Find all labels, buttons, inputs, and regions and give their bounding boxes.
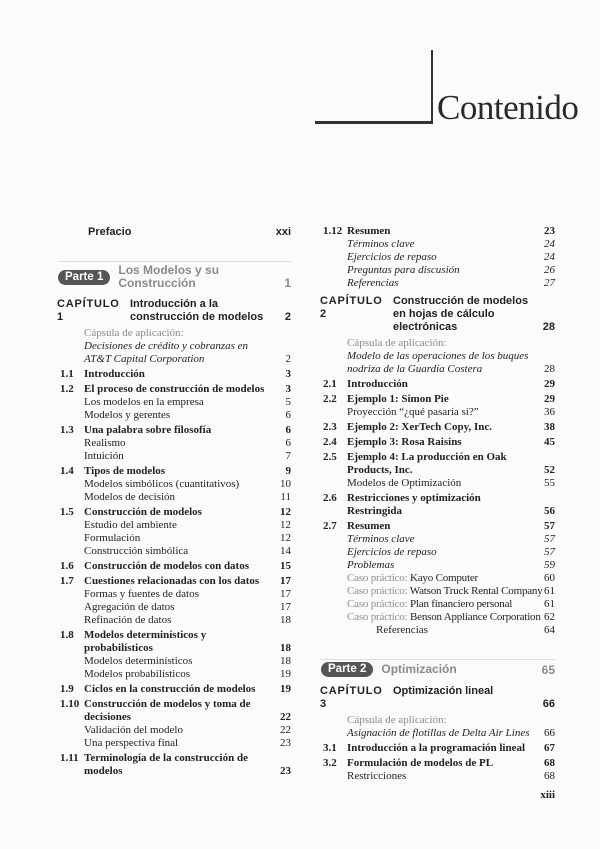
part-title: Optimización [381,662,457,676]
entry-title: Referencias [376,624,428,636]
section-number: 1.7 [60,575,74,587]
section-number: 2.4 [323,436,337,448]
toc-entry-chap[interactable] [57,298,291,324]
page-number: 7 [285,450,291,462]
entry-title: Ejemplo 2: XerTech Copy, Inc. [347,421,493,433]
entry-title: Construcción de modelos y toma de decisiones [84,698,251,723]
page-number: 12 [280,519,291,531]
page-number: 57 [544,546,555,558]
entry-title: Introducción [84,368,145,380]
toc-entry-it[interactable] [323,559,555,572]
toc-entry-sec[interactable] [323,451,555,477]
entry-title: Ejercicios de repaso [347,546,437,558]
entry-title: Construcción de modelos con datos [84,560,250,572]
entry-title: Proyección “¿qué pasaría si?” [347,406,479,418]
case-study-text [323,572,530,585]
page-number: 6 [285,424,291,436]
page-number: 19 [280,668,291,680]
toc-entry-sec[interactable] [60,683,291,696]
entry-title: Restricciones y optimización Restringida [347,492,481,517]
toc-entry-sub[interactable] [323,406,555,419]
entry-title: Intuición [84,450,124,462]
case-study-title: Watson Truck Rental Company [409,585,543,597]
page-number: 57 [544,520,555,532]
page-number: 24 [544,251,555,263]
page-number: 18 [280,642,291,654]
page-number: 22 [280,724,291,736]
section-number: 1.4 [60,465,74,477]
section-number: 2.1 [323,378,337,390]
capsule-label: Cápsula de aplicación: [347,714,447,726]
section-number: 1.8 [60,629,74,641]
toc-entry-sec[interactable] [323,757,555,770]
page-number: 23 [280,737,291,749]
toc-entry-it[interactable] [323,277,555,290]
toc-entry-caso[interactable] [323,585,555,598]
toc-entry-sec[interactable] [323,520,555,533]
toc-entry-sec[interactable] [60,383,291,396]
capsule-text [323,337,530,376]
entry-title: Ejercicios de repaso [347,251,437,263]
section-number: 1.11 [60,752,79,764]
toc-entry-sec[interactable] [323,378,555,391]
page-number: 3 [285,368,291,380]
capsule-title: Asignación de flotillas de Delta Air Lines [347,727,530,739]
capsule-title: Decisiones de crédito y cobranzas en AT&T Capital Corporation [84,340,249,365]
toc-entry-sec[interactable] [323,225,555,238]
capsule-text [323,714,530,740]
page-number: 68 [544,770,555,782]
section-number: 1.9 [60,683,74,695]
page-title: Contenido [437,88,579,127]
folio-page-number: xiii [540,789,555,801]
entry-title: Una perspectiva final [84,737,179,749]
toc-entry-sec[interactable] [60,560,291,573]
toc-entry-sub[interactable] [60,724,291,737]
page-number: 27 [544,277,555,289]
toc-entry-it[interactable] [323,546,555,559]
toc-entry-it[interactable] [323,238,555,251]
entry-title: Ejemplo 3: Rosa Raisins [347,436,462,448]
entry-title: Formulación de modelos de PL [347,757,494,769]
page-number: 55 [544,477,555,489]
section-number: 1.2 [60,383,74,395]
toc-entry-sub[interactable] [60,737,291,750]
toc-entry-chap[interactable] [320,295,555,334]
toc-entry-sub[interactable] [60,491,291,504]
entry-title: Los modelos en la empresa [84,396,204,408]
chapter-title: Introducción a la construcción de modelos [130,298,264,323]
entry-title: Agregación de datos [84,601,175,613]
page-number: 2 [284,311,291,323]
section-number: 2.3 [323,421,337,433]
page-number: 52 [544,464,555,476]
page-number: 23 [280,765,291,777]
page-number: 65 [541,663,555,677]
section-number: 1.5 [60,506,74,518]
header-rule-vertical [431,50,433,124]
toc-entry-sec[interactable] [60,629,291,655]
case-study-label: Caso práctico: [347,598,408,610]
entry-title: Ciclos en la construcción de modelos [84,683,256,695]
page-number: 36 [544,406,555,418]
page-number: 10 [280,478,291,490]
chapter-label: CAPÍTULO 1 [57,298,120,323]
toc-entry-sec[interactable] [60,465,291,478]
chapter-title: Construcción de modelos en hojas de cálculo electrónicas [393,295,529,333]
page-number: 6 [285,409,291,421]
toc-left-column [57,226,291,778]
toc-entry-sub[interactable] [60,601,291,614]
page-number: 59 [544,559,555,571]
page-number: 66 [544,727,555,739]
entry-title: Modelos probabilísticos [84,668,191,680]
section-number: 2.5 [323,451,337,463]
page-number: 28 [544,363,555,375]
toc-entry-sub[interactable] [60,588,291,601]
entry-title: Referencias [347,277,399,289]
page-number: 12 [280,506,291,518]
toc-entry-sub[interactable] [60,396,291,409]
toc-entry-sec[interactable] [323,393,555,406]
page-number: 66 [542,698,555,710]
part-badge: Parte 1 [58,270,110,285]
toc-entry-it[interactable] [323,533,555,546]
section-number: 1.6 [60,560,74,572]
page-number: xxi [275,226,291,238]
toc-entry-sub[interactable] [323,770,555,783]
capsule-label: Cápsula de aplicación: [84,327,184,339]
toc-entry-sub[interactable] [60,614,291,627]
toc-entry-sec[interactable] [60,698,291,724]
entry-title: Construcción de modelos [84,506,202,518]
page-number: 67 [544,742,555,754]
entry-title: Introducción [347,378,408,390]
page-number: 57 [544,533,555,545]
toc-entry-sub[interactable] [60,519,291,532]
entry-title: Ejemplo 1: Simon Pie [347,393,449,405]
part-badge: Parte 2 [321,662,373,677]
page-number: 3 [285,383,291,395]
section-number: 1.12 [323,225,343,237]
page-number: 14 [280,545,291,557]
toc-entry-sub[interactable] [60,668,291,681]
section-number: 1.3 [60,424,74,436]
page-number: 6 [285,437,291,449]
case-study-label: Caso práctico: [347,572,408,584]
toc-entry-sub[interactable] [60,450,291,463]
toc-entry-ref[interactable] [323,624,555,637]
toc-entry-sec[interactable] [60,752,291,778]
case-study-title: Benson Appliance Corporation [410,611,541,623]
page-number: 24 [544,238,555,250]
toc-entry-sec[interactable] [60,506,291,519]
entry-title: Modelos de decisión [84,491,176,503]
page-number: 22 [280,711,291,723]
entry-title: Resumen [347,225,391,237]
entry-title: Terminología de la construcción de modelos [84,752,248,777]
page-number: 18 [280,655,291,667]
page-number: 15 [280,560,291,572]
toc-entry-caso[interactable] [323,572,555,585]
capsule-title: Modelo de las operaciones de los buques nodriza de la Guardia Costera [347,350,529,375]
page-number: 5 [285,396,291,408]
part-title: Los Modelos y su Construcción [118,263,220,290]
capsule-label: Cápsula de aplicación: [347,337,447,349]
page-number: 62 [544,611,555,623]
section-number: 3.2 [323,757,337,769]
entry-title: Términos clave [347,238,415,250]
page-number: 68 [544,757,555,769]
toc-entry-sec[interactable] [323,436,555,449]
page-number: 38 [544,421,555,433]
entry-title: Ejemplo 4: La producción en Oak Products, Inc. [347,451,507,476]
entry-title: Restricciones [347,770,407,782]
entry-title: Problemas [347,559,395,571]
page-number: 17 [280,588,291,600]
page-number: 61 [544,598,555,610]
page-number: 17 [280,575,291,587]
entry-title: El proceso de construcción de modelos [84,383,265,395]
toc-entry-capsule[interactable] [60,327,291,366]
toc-entry-sec[interactable] [60,368,291,381]
page-number: 29 [544,393,555,405]
entry-title: Modelos determinísticos y probabilísticos [84,629,207,654]
chapter-label: CAPÍTULO 2 [320,295,383,320]
toc-entry-sec[interactable] [60,424,291,437]
case-study-text [323,585,543,598]
entry-title: Términos clave [347,533,415,545]
toc-entry-caso[interactable] [323,598,555,611]
toc-entry-sub[interactable] [323,477,555,490]
toc-entry-parte[interactable] [321,659,555,677]
toc-right-column [320,223,555,802]
entry-title: Refinación de datos [84,614,172,626]
case-study-title: Kayo Computer [410,572,478,584]
page-number: 28 [542,321,555,333]
page-number: 29 [544,378,555,390]
page-number: 9 [285,465,291,477]
entry-title: Tipos de modelos [84,465,166,477]
toc-entry-sub[interactable] [60,532,291,545]
chapter-title: Optimización lineal [393,685,494,697]
toc-entry-sub[interactable] [60,655,291,668]
toc-entry-chap[interactable] [320,685,555,711]
entry-title: Estudio del ambiente [84,519,177,531]
page-number: 56 [544,505,555,517]
entry-title: Introducción a la programación lineal [347,742,526,754]
page-number: 19 [280,683,291,695]
toc-entry-capsule[interactable] [323,337,555,376]
section-number: 1.10 [60,698,80,710]
entry-title: Prefacio [88,226,132,238]
page-number: 2 [285,353,291,365]
entry-title: Validación del modelo [84,724,183,736]
toc-entry-capsule[interactable] [323,714,555,740]
page-number: 26 [544,264,555,276]
capsule-text [60,327,266,366]
section-number: 2.6 [323,492,337,504]
entry-title: Modelos determinísticos [84,655,193,667]
page-number: 23 [544,225,555,237]
case-study-title: Plan financiero personal [410,598,513,610]
toc-entry-sec[interactable] [323,492,555,518]
chapter-label: CAPÍTULO 3 [320,685,383,710]
toc-entry-sub[interactable] [60,478,291,491]
section-number: 3.1 [323,742,337,754]
entry-title: Construcción simbólica [84,545,189,557]
toc-entry-sub[interactable] [60,545,291,558]
entry-title: Preguntas para discusión [347,264,460,276]
toc-entry-caso[interactable] [323,611,555,624]
entry-title: Realismo [84,437,126,449]
page-number: 12 [280,532,291,544]
section-number: 1.1 [60,368,74,380]
case-study-label: Caso práctico: [347,585,408,597]
entry-title: Formulación [84,532,141,544]
entry-title: Una palabra sobre filosofía [84,424,212,436]
page-number: 60 [544,572,555,584]
entry-title: Modelos de Optimización [347,477,462,489]
entry-title: Modelos y gerentes [84,409,171,421]
toc-entry-sub[interactable] [60,409,291,422]
toc-entry-sec[interactable] [323,421,555,434]
toc-entry-sub[interactable] [60,437,291,450]
entry-title: Modelos simbólicos (cuantitativos) [84,478,240,490]
entry-title: Resumen [347,520,391,532]
header-rule-horizontal [315,121,433,124]
page-number: 17 [280,601,291,613]
page-number: 64 [544,624,555,636]
toc-entry-it[interactable] [323,251,555,264]
page-number: 18 [280,614,291,626]
section-number: 2.7 [323,520,337,532]
case-study-label: Caso práctico: [347,611,408,623]
section-number: 2.2 [323,393,337,405]
case-study-text [323,611,541,624]
toc-entry-it[interactable] [323,264,555,277]
page-number: 11 [280,491,291,503]
toc-entry-sec[interactable] [323,742,555,755]
toc-entry-sec[interactable] [60,575,291,588]
toc-entry-parte[interactable] [58,261,291,290]
entry-title: Cuestiones relacionadas con los datos [84,575,260,587]
toc-entry-pref[interactable] [60,226,291,239]
page-number: 61 [544,585,555,597]
page-number: 1 [284,276,291,290]
case-study-text [323,598,530,611]
page-number: 45 [544,436,555,448]
entry-title: Formas y fuentes de datos [84,588,199,600]
